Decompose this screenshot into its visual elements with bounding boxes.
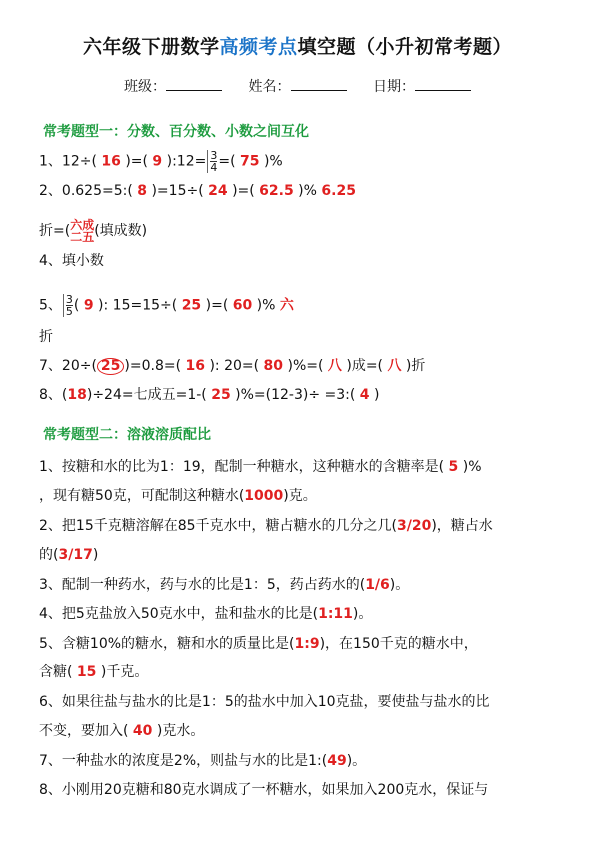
s1-question-3: 折=( 六成 二五 (填成数)	[39, 218, 148, 244]
class-blank[interactable]	[166, 78, 222, 91]
answer: 40	[132, 723, 153, 739]
s1-question-2: 2、0.625=5:( 8 )=15÷( 24 )=( 62.5 )% 6.25	[39, 183, 356, 199]
answer: 15	[76, 664, 97, 680]
answer: 8	[137, 183, 148, 199]
answer: 六	[279, 297, 294, 314]
answer: 62.5	[259, 183, 294, 199]
date-label: 日期：	[372, 79, 415, 95]
s2-question-5-cont: 含糖( 15 )千克。	[39, 664, 149, 680]
s1-question-8: 8、(18)÷24=七成五=1-( 25 )%=(12-3)÷ =3:( 4 )	[39, 387, 380, 403]
fraction: $\frac{3}{4}$	[207, 150, 217, 173]
answer: 9	[152, 153, 163, 170]
answer: 3/20	[397, 518, 432, 534]
answer: 9	[83, 297, 94, 314]
answer: 24	[208, 183, 228, 199]
answer: 18	[67, 387, 87, 403]
answer: 4	[359, 387, 370, 403]
s2-question-2-cont: 的(3/17)	[39, 547, 99, 563]
answer: 80	[263, 358, 284, 374]
answer: 25	[211, 387, 231, 403]
answer: 6.25	[321, 183, 356, 199]
answer: 1/6	[365, 577, 390, 593]
title-highlight: 高频考点	[219, 36, 298, 58]
answer: 八	[327, 358, 342, 374]
s1-question-4: 4、填小数	[39, 253, 104, 269]
s1-question-7: 7、20÷( 25 )=0.8=( 16 ): 20=( 80 )%=( 八 )成=( 八 )折	[39, 358, 426, 374]
title-prefix: 六年级下册数学	[82, 36, 220, 58]
s2-question-7: 7、一种盐水的浓度是2%，则盐与水的比是1:(49)。	[39, 753, 367, 769]
section1-heading: 常考题型一：分数、百分数、小数之间互化	[43, 124, 309, 140]
answer: 3/17	[58, 547, 93, 563]
name-blank[interactable]	[291, 78, 347, 91]
s2-question-8: 8、小刚用20克糖和80克水调成了一杯糖水，如果加入200克水，保证与	[39, 782, 489, 798]
answer: 16	[101, 153, 121, 170]
answer: 1:11	[318, 606, 353, 622]
s1-question-1: 1、12÷( 16 )=( 9 ):12= $\frac{3}{4}$ =( 75 )%	[39, 149, 283, 174]
answer: 75	[240, 153, 260, 170]
section2-heading: 常考题型二：溶液溶质配比	[43, 427, 211, 443]
answer-circled: 25	[97, 358, 124, 375]
student-info-row	[0, 76, 595, 96]
s1-question-5: 5、 $\frac{3}{5}$ ( 9 ): 15=15÷( 25 )=( 60 )% 六	[39, 293, 294, 318]
answer: 25	[181, 297, 202, 314]
s2-question-6: 6、如果往盐与盐水的比是1：5的盐水中加入10克盐，要使盐与盐水的比	[39, 694, 490, 710]
s2-question-1: 1、按糖和水的比为1：19，配制一种糖水，这种糖水的含糖率是( 5 )%	[39, 459, 482, 475]
s2-question-3: 3、配制一种药水，药与水的比是1：5，药占药水的(1/6)。	[39, 577, 410, 593]
s2-question-5: 5、含糖10%的糖水，糖和水的质量比是(1:9)，在150千克的糖水中，	[39, 636, 478, 652]
answer: 1000	[244, 488, 284, 504]
s1-question-5-cont: 折	[39, 329, 53, 345]
page-title	[0, 32, 595, 59]
answer: 16	[185, 358, 205, 374]
class-label: 班级：	[124, 79, 167, 95]
s2-question-4: 4、把5克盐放入50克水中，盐和盐水的比是(1:11)。	[39, 606, 373, 622]
answer: 49	[327, 753, 347, 769]
s2-question-1-cont: ，现有糖50克，可配制这种糖水(1000)克。	[39, 488, 317, 504]
answer: 5	[448, 459, 459, 475]
fraction: $\frac{3}{5}$	[63, 294, 73, 317]
title-suffix: 填空题（小升初常考题）	[297, 36, 513, 58]
answer: 八	[387, 358, 402, 374]
answer: 1:9	[294, 636, 320, 652]
answer: 60	[232, 297, 253, 314]
answer-stacked: 六成 二五	[70, 218, 95, 244]
date-blank[interactable]	[415, 78, 471, 91]
s2-question-6-cont: 不变，要加入( 40 )克水。	[39, 723, 205, 739]
name-label: 姓名：	[248, 79, 291, 95]
s2-question-2: 2、把15千克糖溶解在85千克水中，糖占糖水的几分之几(3/20)，糖占水	[39, 518, 493, 534]
